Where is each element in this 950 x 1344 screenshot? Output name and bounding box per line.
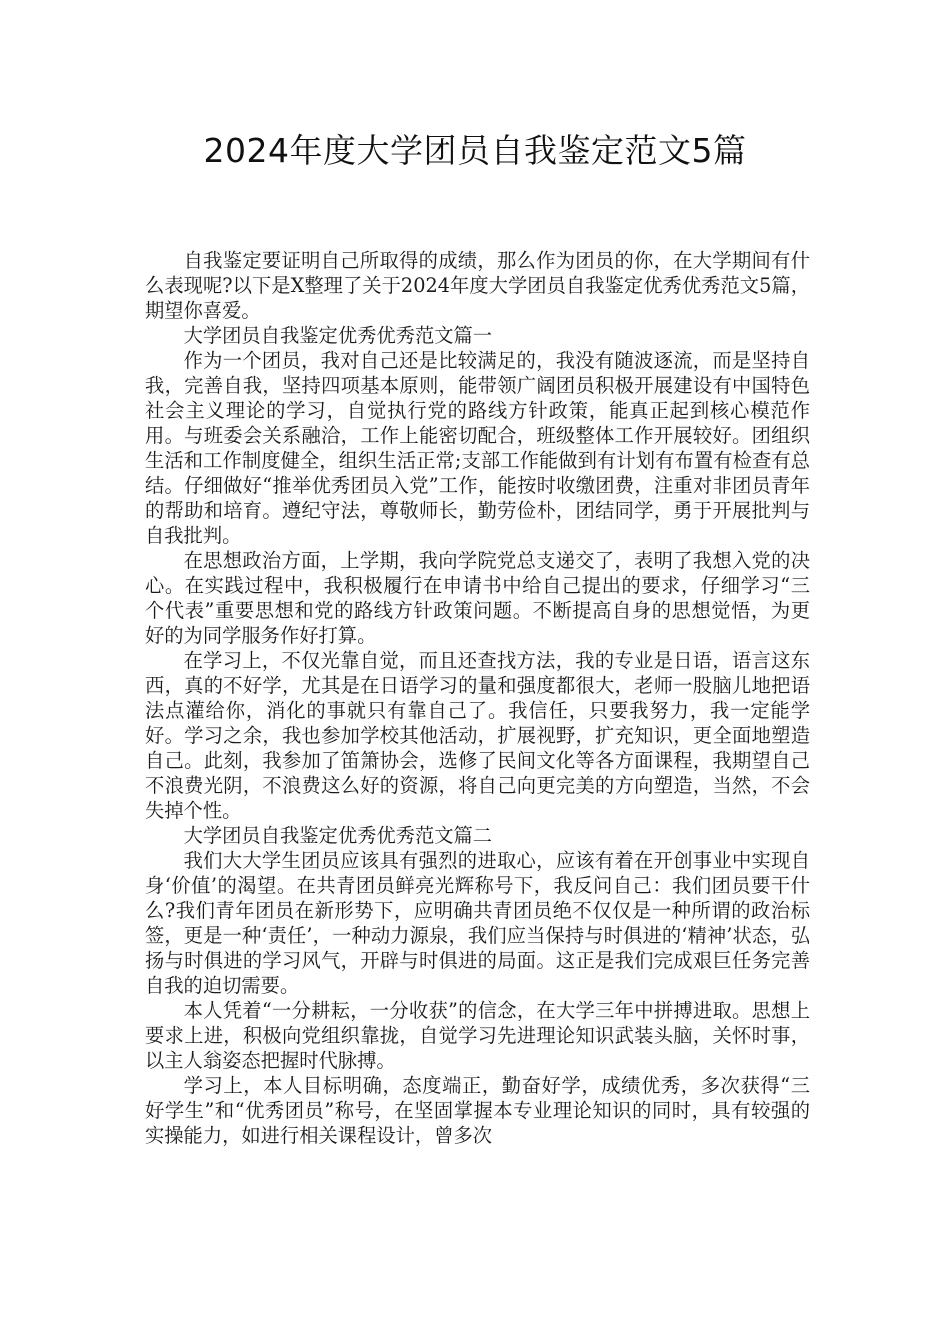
- body-paragraph: 在学习上，不仅光靠自觉，而且还查找方法，我的专业是日语，语言这东西，真的不好学，尤其是在日语学习的量和强度都很大，老师一股脑儿地把语法点灌给你，消化的事就只有靠自己了。我信任，只要我努力，我一定能学好。学习之余，我也参加学校其他活动，扩展视野，扩充知识，更全面地塑造自己。此刻，我参加了笛箫协会，选修了民间文化等各方面课程，我期望自己不浪费光阴，不浪费这么好的资源，将自己向更完美的方向塑造，当然，不会失掉个性。: [145, 649, 810, 822]
- body-paragraph: 自我鉴定要证明自己所取得的成绩，那么作为团员的你，在大学期间有什么表现呢?以下是X整理了关于2024年度大学团员自我鉴定优秀优秀范文5篇，期望你喜爱。: [145, 249, 810, 322]
- section-heading: 大学团员自我鉴定优秀优秀范文篇二: [183, 824, 493, 847]
- document-title: 2024年度大学团员自我鉴定范文5篇: [203, 131, 747, 170]
- document-body: [145, 248, 810, 1148]
- body-paragraph: 学习上，本人目标明确，态度端正，勤奋好学，成绩优秀，多次获得“三好学生”和“优秀团员”称号，在坚固掌握本专业理论知识的同时，具有较强的实操能力，如进行相关课程设计，曾多次: [145, 1074, 810, 1147]
- body-paragraph: 本人凭着“一分耕耘，一分收获”的信念，在大学三年中拼搏进取。思想上要求上进，积极向党组织靠拢，自觉学习先进理论知识武装头脑，关怀时事，以主人翁姿态把握时代脉搏。: [145, 999, 810, 1072]
- body-paragraph: 作为一个团员，我对自己还是比较满足的，我没有随波逐流，而是坚持自我，完善自我，坚持四项基本原则，能带领广阔团员积极开展建设有中国特色社会主义理论的学习，自觉执行党的路线方针政策，能真正起到核心模范作用。与班委会关系融洽，工作上能密切配合，班级整体工作开展较好。团组织生活和工作制度健全，组织生活正常;支部工作能做到有计划有布置有检查有总结。仔细做好“推举优秀团员入党”工作，能按时收缴团费，注重对非团员青年的帮助和培育。遵纪守法，尊敬师长，勤劳俭朴，团结同学，勇于开展批判与自我批判。: [145, 349, 810, 547]
- body-paragraph: 在思想政治方面，上学期，我向学院党总支递交了，表明了我想入党的决心。在实践过程中，我积极履行在申请书中给自己提出的要求，仔细学习“三个代表”重要思想和党的路线方针政策问题。不断提高自身的思想觉悟，为更好的为同学服务作好打算。: [145, 549, 810, 647]
- section-heading: 大学团员自我鉴定优秀优秀范文篇一: [183, 324, 493, 347]
- body-paragraph: 我们大大学生团员应该具有强烈的进取心，应该有着在开创事业中实现自身‘价值’的渴望。在共青团员鲜亮光辉称号下，我反问自己：我们团员要干什么?我们青年团员在新形势下，应明确共青团员绝不仅仅是一种所谓的政治标签，更是一种‘责任’，一种动力源泉，我们应当保持与时俱进的‘精神’状态，弘扬与时俱进的学习风气，开辟与时俱进的局面。这正是我们完成艰巨任务完善自我的迫切需要。: [145, 849, 810, 997]
